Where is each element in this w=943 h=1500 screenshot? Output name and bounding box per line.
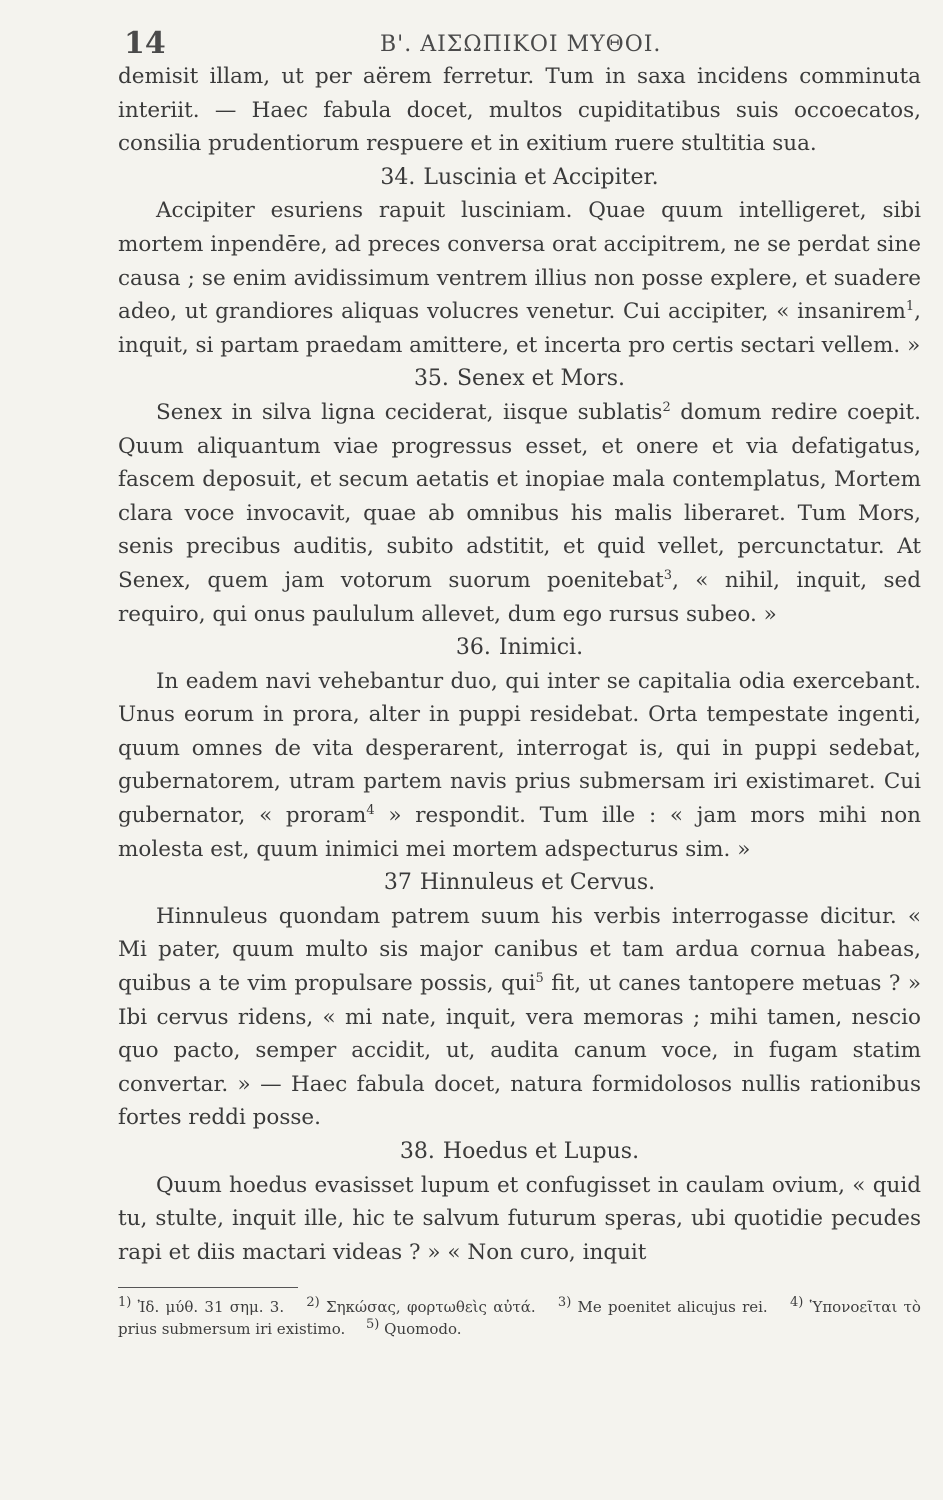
opening-paragraph: demisit illam, ut per aërem ferretur. Tum in saxa incidens comminuta interiit. — Haec fabula docet, multos cupiditatibus suis occoecatos, consilia prudentiorum respuere et in exitium ruere stultitia sua. <box>118 64 921 157</box>
fable-title-text: Hoedus et Lupus. <box>442 1139 640 1164</box>
fable-38-title <box>118 1135 921 1169</box>
footnote-number: 5) <box>366 1317 380 1333</box>
fable-37-text <box>118 900 921 1135</box>
footnote-text: Σηκώσας, φορτωθεὶς αὐτά. <box>325 1298 536 1317</box>
fable-title-text: Senex et Mors. <box>456 366 626 392</box>
fable-38-text: Quum hoedus evasisset lupum et confugisset in caulam ovium, « quid tu, stulte, inquit ille, hic te salvum futurum speras, ubi quotidie pecudes rapi et diis mactari videas ? » « Non curo, inquit <box>118 1172 921 1265</box>
footnote-number: 4) <box>789 1295 804 1311</box>
footnote-mark: 2 <box>662 399 671 415</box>
text-run: , « nihil, inquit, sed requiro, qui onus paululum allevet, dum ego rursus subeo. » <box>118 567 921 627</box>
text-run: domum redire coepit. Quum aliquantum viae progressus esset, et onere et via defatigatus, fascem deposuit, et secum aetatis et inopiae mala contemplatus, Mortem clara voce invocavit, quae ab omnibus his malis liberaret. Tum Mors, senis precibus auditis, subito adstitit, et quid vellet, percunctatur. At Senex, quem jam votorum suorum poenitebat <box>118 399 921 593</box>
text-run: Accipiter esuriens rapuit lusciniam. Quae quum intelligeret, sibi mortem inpendēre, ad preces conversa orat accipitrem, ne se perdat sine causa ; se enim avidissimum ventrem illius non posse explere, et suadere adeo, ut grandiores aliquas volucres venetur. Cui accipiter, « insanirem <box>118 198 921 325</box>
text-run: » respondit. Tum ille : « jam mors mihi non molesta est, quum inimici mei mortem adspecturus sim. » <box>118 803 921 862</box>
fable-34-text <box>118 194 921 362</box>
footnote <box>366 1317 462 1339</box>
fable-number: 37 <box>383 870 412 896</box>
footnote-text: Me poenitet alicujus rei. <box>577 1298 768 1317</box>
page-number: 14 <box>124 26 166 61</box>
fable-title-text: Luscinia et Accipiter. <box>423 164 659 190</box>
footnotes <box>118 1296 921 1340</box>
footnote-number: 2) <box>306 1295 320 1311</box>
fable-35-title <box>118 362 921 396</box>
text-run: , inquit, si partam praedam amittere, et incerta pro certis sectari vellem. » <box>118 299 921 358</box>
text-run: fit, ut canes tantopere metuas ? » Ibi cervus ridens, « mi nate, inquit, vera memoras ; mihi tamen, nescio quo pacto, semper accidit, ut, audita canum voce, in fugam statim convertar. » — Haec fabula docet, natura formidolosos nullis rationibus fortes reddi posse. <box>118 971 921 1131</box>
footnote-text: Ὑπονοεῖται τὸ prius submersum iri existimo. <box>118 1298 921 1339</box>
footnote-number: 3) <box>557 1295 572 1311</box>
footnote-mark: 3 <box>663 567 673 583</box>
fable-title-text: Hinnuleus et Cervus. <box>419 870 656 896</box>
footnote-mark: 5 <box>535 970 544 986</box>
fable-34-title <box>118 161 921 195</box>
fable-number: 35. <box>413 366 449 392</box>
fable-37-title <box>118 866 921 900</box>
page-header <box>118 22 921 60</box>
footnote <box>306 1295 536 1317</box>
fable-35-text <box>118 396 921 631</box>
text-run: Hinnuleus quondam patrem suum his verbis interrogasse dicitur. « Mi pater, quum multo sis major canibus et tam ardua cornua habeas, quibus a te vim propulsare possis, qui <box>118 903 921 997</box>
footnote-rule <box>118 1287 298 1288</box>
main-text <box>118 60 921 1269</box>
fable-title-text: Inimici. <box>498 635 584 661</box>
fable-36-title <box>118 631 921 665</box>
fable-36-text <box>118 665 921 867</box>
footnote-mark: 4 <box>366 802 375 818</box>
footnote <box>557 1295 768 1317</box>
footnote-number: 1) <box>118 1295 132 1311</box>
running-head: Β'. ΑΙΣΩΠΙΚΟΙ ΜΥΘΟΙ. <box>380 32 662 57</box>
text-run: In eadem navi vehebantur duo, qui inter se capitalia odia exercebant. Unus eorum in prora, alter in puppi residebat. Orta tempestate ingenti, quum omnes de vita desperarent, interrogat is, qui in puppi sedebat, gubernatorem, utram partem navis prius submersam iri existimaret. Cui gubernator, « proram <box>118 668 921 829</box>
fable-number: 34. <box>380 164 416 190</box>
footnote-text: Ἰδ. μύθ. 31 σημ. 3. <box>137 1298 285 1317</box>
footnote-text: Quomodo. <box>384 1320 462 1339</box>
fable-number: 38. <box>399 1139 435 1164</box>
text-run: Senex in silva ligna ceciderat, iisque sublatis <box>156 399 663 425</box>
footnote-mark: 1 <box>905 299 915 314</box>
footnote <box>118 1295 285 1317</box>
fable-number: 36. <box>455 635 491 661</box>
